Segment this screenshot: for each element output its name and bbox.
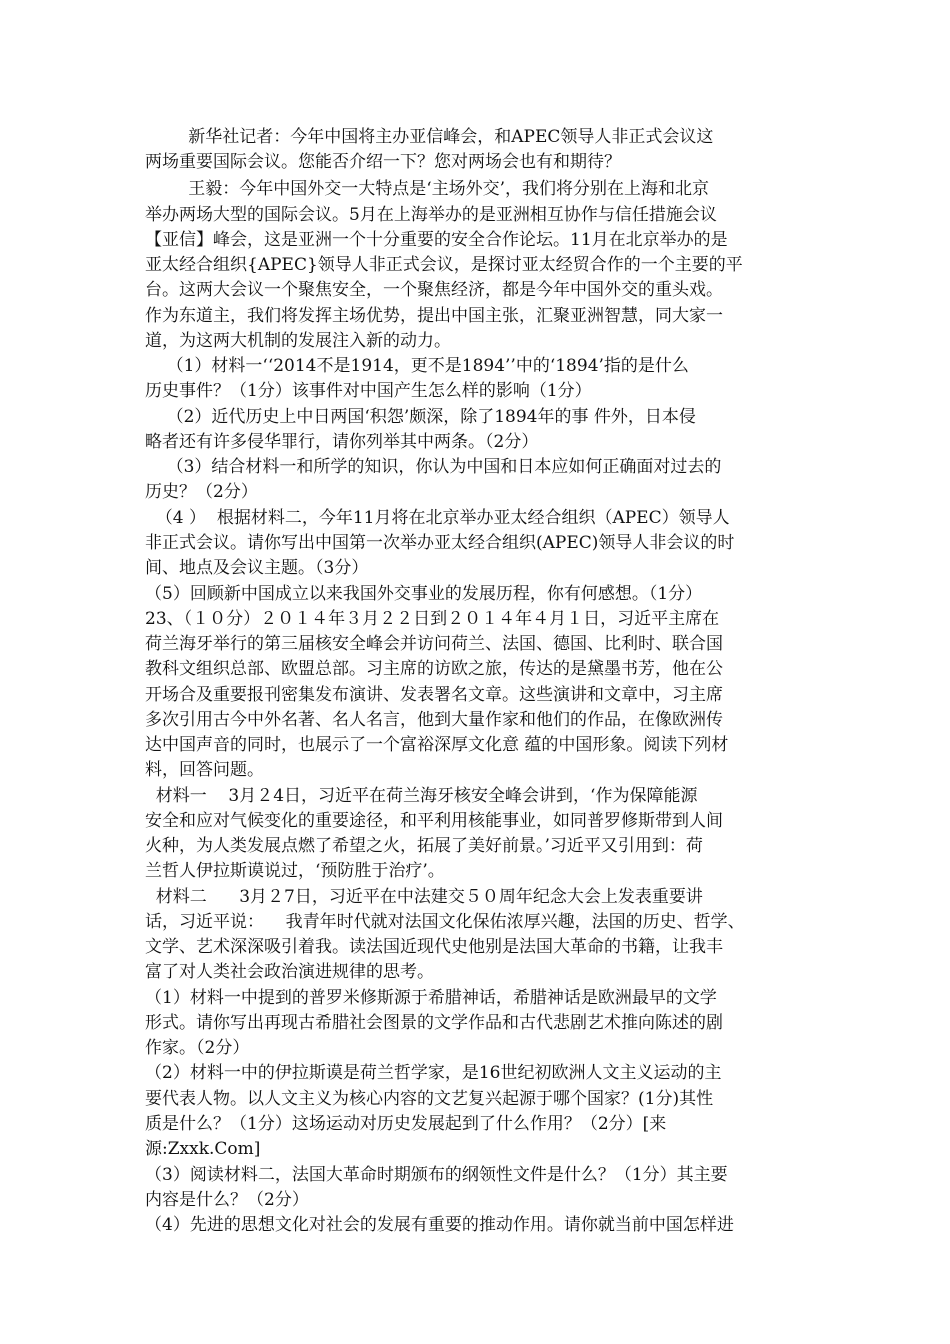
question-line: 内容是什么？（2分） xyxy=(145,1190,309,1210)
question-line: （3）结合材料一和所学的知识，你认为中国和日本应如何正确面对过去的 xyxy=(145,457,722,477)
question-line: （2）材料一中的伊拉斯谟是荷兰哲学家，是16世纪初欧洲人文主义运动的主 xyxy=(145,1063,722,1083)
text-line: 道，为这两大机制的发展注入新的动力。 xyxy=(145,331,451,351)
text-line: 【亚信】峰会，这是亚洲一个十分重要的安全合作论坛。11月在北京举办的是 xyxy=(145,230,728,250)
text-line: 王毅：今年中国外交一大特点是‘主场外交’，我们将分别在上海和北京 xyxy=(145,179,710,199)
question-line: 源:Zxxk.Com] xyxy=(145,1139,261,1159)
material-line: 材料一 3月２4日，习近平在荷兰海牙核安全峰会讲到，‘作为保障能源 xyxy=(145,786,698,806)
question-line: （4 ） 根据材料二，今年11月将在北京举办亚太经合组织（APEC）领导人 xyxy=(145,508,730,528)
question-line: 作家。（2分） xyxy=(145,1038,250,1058)
text-line: 新华社记者：今年中国将主办亚信峰会，和APEC领导人非正式会议这 xyxy=(145,127,714,147)
text-line: 举办两场大型的国际会议。5月在上海举办的是亚洲相互协作与信任措施会议 xyxy=(145,205,717,225)
material-line: 材料二 3月２7日，习近平在中法建交５０周年纪念大会上发表重要讲 xyxy=(145,887,703,907)
text-line: 作为东道主，我们将发挥主场优势，提出中国主张，汇聚亚洲智慧，同大家一 xyxy=(145,306,723,326)
material-line: 富了对人类社会政治演进规律的思考。 xyxy=(145,962,434,982)
question-line: 历史事件？（1分）该事件对中国产生怎么样的影响（1分） xyxy=(145,381,592,401)
material-line: 话，习近平说： 我青年时代就对法国文化保佑浓厚兴趣，法国的历史、哲学、 xyxy=(145,912,745,932)
text-line: 料，回答问题。 xyxy=(145,760,264,780)
text-line: 两场重要国际会议。您能否介绍一下？您对两场会也有和期待？ xyxy=(145,152,621,172)
question-line: 略者还有许多侵华罪行，请你列举其中两条。（2分） xyxy=(145,432,539,452)
text-line: 亚太经合组织{APEC}领导人非正式会议，是探讨亚太经贸合作的一个主要的平 xyxy=(145,255,743,275)
question-line: （1）材料一‘‘2014不是1914，更不是1894’’中的‘1894’指的是什么 xyxy=(145,356,689,376)
question-line: 要代表人物。以人文主义为核心内容的文艺复兴起源于哪个国家？(1分)其性 xyxy=(145,1089,714,1109)
question-line: （5）回顾新中国成立以来我国外交事业的发展历程，你有何感想。（1分） xyxy=(145,584,703,604)
question-line: 间、地点及会议主题。（3分） xyxy=(145,558,369,578)
text-line: 多次引用古今中外名著、名人名言，他到大量作家和他们的作品，在像欧洲传 xyxy=(145,710,723,730)
material-line: 火种，为人类发展点燃了希望之火，拓展了美好前景。’习近平又引用到：荷 xyxy=(145,836,703,856)
material-line: 安全和应对气候变化的重要途径，和平利用核能事业，如同普罗修斯带到人间 xyxy=(145,811,723,831)
text-line: 23、（１０分）２０１４年３月２２日到２０１４年４月１日，习近平主席在 xyxy=(145,609,720,629)
question-line: （4）先进的思想文化对社会的发展有重要的推动作用。请你就当前中国怎样进 xyxy=(145,1215,734,1235)
material-line: 文学、艺术深深吸引着我。读法国近现代史他别是法国大革命的书籍，让我丰 xyxy=(145,937,723,957)
question-line: 形式。请你写出再现古希腊社会图景的文学作品和古代悲剧艺术推向陈述的剧 xyxy=(145,1013,723,1033)
text-line: 达中国声音的同时，也展示了一个富裕深厚文化意 蕴的中国形象。阅读下列材 xyxy=(145,735,729,755)
question-line: 非正式会议。请你写出中国第一次举办亚太经合组织(APEC)领导人非会议的时 xyxy=(145,533,735,553)
question-line: （2）近代历史上中日两国‘积怨’颇深，除了1894年的事 件外，日本侵 xyxy=(145,407,696,427)
text-line: 教科文组织总部、欧盟总部。习主席的访欧之旅，传达的是黛墨书芳，他在公 xyxy=(145,659,723,679)
question-line: （1）材料一中提到的普罗米修斯源于希腊神话，希腊神话是欧洲最早的文学 xyxy=(145,988,717,1008)
question-line: 历史？（2分） xyxy=(145,482,258,502)
material-line: 兰哲人伊拉斯谟说过，‘预防胜于治疗’。 xyxy=(145,861,445,881)
text-line: 荷兰海牙举行的第三届核安全峰会并访问荷兰、法国、德国、比利时、联合国 xyxy=(145,634,723,654)
question-line: 质是什么？（1分）这场运动对历史发展起到了什么作用？（2分）[来 xyxy=(145,1114,667,1134)
question-line: （3）阅读材料二，法国大革命时期颁布的纲领性文件是什么？（1分）其主要 xyxy=(145,1165,728,1185)
text-line: 台。这两大会议一个聚焦安全，一个聚焦经济，都是今年中国外交的重头戏。 xyxy=(145,280,723,300)
text-line: 开场合及重要报刊密集发布演讲、发表署名文章。这些演讲和文章中，习主席 xyxy=(145,685,723,705)
